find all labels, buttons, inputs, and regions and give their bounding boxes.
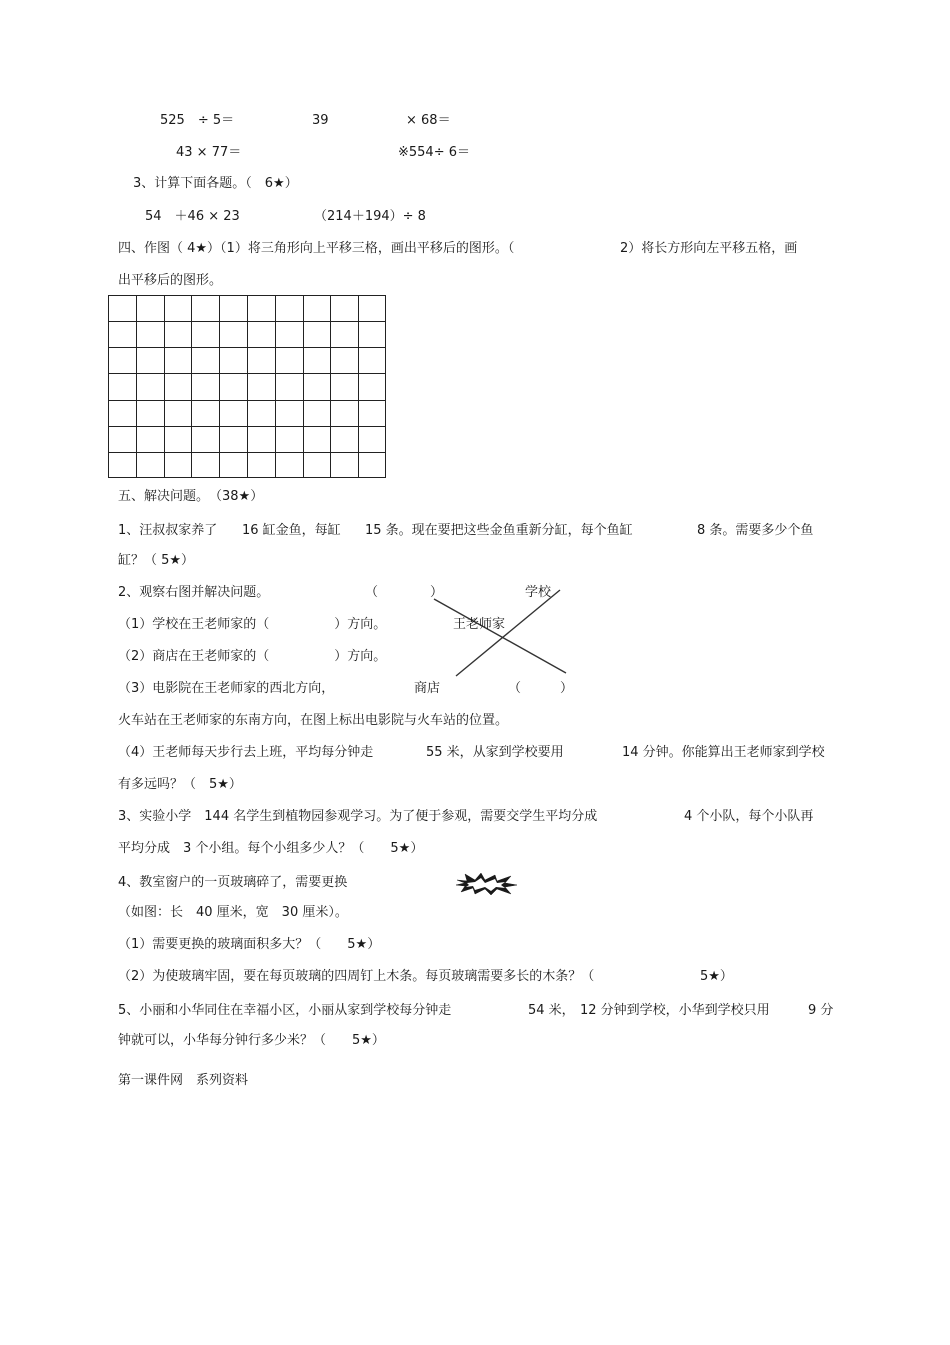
- footer-source: 第一课件网 系列资料: [118, 1073, 249, 1088]
- problem2-q4-a: （4）王老师每天步行去上班，平均每分钟走: [118, 745, 374, 760]
- calc-expr-2-left: 39: [312, 113, 329, 128]
- problem1-part-d: 8 条。需要多少个鱼: [697, 523, 814, 538]
- calc-expr-4: ※554÷ 6＝: [398, 145, 471, 160]
- problem2-q2: （2）商店在王老师家的（ ）方向。: [118, 649, 387, 664]
- problem1-part-a: 1、汪叔叔家养了: [118, 523, 218, 538]
- q3-expr-2: （214＋194）÷ 8: [314, 209, 426, 224]
- map-blank-bottom: （ ）: [508, 681, 574, 696]
- problem1-part-b: 16 缸金鱼，每缸: [242, 523, 341, 538]
- problem4-q1: （1）需要更换的玻璃面积多大？（ 5★）: [118, 937, 381, 952]
- problem3-line2: 平均分成 3 个小组。每个小组多少人？（ 5★）: [118, 841, 424, 856]
- problem1-part-c: 15 条。现在要把这些金鱼重新分缸，每个鱼缸: [365, 523, 633, 538]
- drawing-grid: [108, 295, 386, 478]
- map-blank-top: （ ）: [365, 585, 444, 600]
- problem2-q3: （3）电影院在王老师家的西北方向，: [118, 681, 335, 696]
- problem4-line1: 4、教室窗户的一页玻璃碎了，需要更换: [118, 875, 348, 890]
- problem2-q4-b: 55 米，从家到学校要用: [426, 745, 564, 760]
- calc-expr-1: 525 ÷ 5＝: [160, 113, 235, 128]
- problem2-q3-cont: 火车站在王老师家的东南方向，在图上标出电影院与火车站的位置。: [118, 713, 509, 728]
- broken-glass-icon: [455, 872, 519, 896]
- problem5-line2: 钟就可以，小华每分钟行多少米？（ 5★）: [118, 1033, 385, 1048]
- problem2-q4-d: 有多远吗？（ 5★）: [118, 777, 242, 792]
- map-label-school: 学校: [525, 585, 552, 600]
- problem4-q2: （2）为使玻璃牢固，要在每页玻璃的四周钉上木条。每页玻璃需要多长的木条？（: [118, 969, 595, 984]
- problem2-q1: （1）学校在王老师家的（ ）方向。: [118, 617, 387, 632]
- section4-line1: 四、作图（ 4★）（1）将三角形向上平移三格，画出平移后的图形。（: [118, 241, 515, 256]
- problem4-line2: （如图：长 40 厘米，宽 30 厘米）。: [118, 905, 348, 920]
- calc-expr-3: 43 × 77＝: [176, 145, 242, 160]
- map-label-shop: 商店: [414, 681, 441, 696]
- q3-expr-1: 54 ＋46 × 23: [145, 209, 240, 224]
- section5-title: 五、解决问题。 （38★）: [118, 489, 264, 504]
- section4-line2: 出平移后的图形。: [118, 273, 223, 288]
- problem5-part-a: 5、小丽和小华同住在幸福小区，小丽从家到学校每分钟走: [118, 1003, 452, 1018]
- problem1-line2: 缸？（ 5★）: [118, 553, 195, 568]
- problem4-q2-score: 5★）: [700, 969, 733, 984]
- problem3-line1-cont: 4 个小队，每个小队再: [684, 809, 814, 824]
- map-label-home: 王老师家: [453, 617, 506, 632]
- problem5-part-c: 12 分钟到学校，小华到学校只用: [580, 1003, 770, 1018]
- section4-line1-cont: 2）将长方形向左平移五格，画: [620, 241, 798, 256]
- problem5-part-d: 9 分: [808, 1003, 834, 1018]
- q3-title: 3、计算下面各题。（ 6★）: [133, 176, 298, 191]
- problem2-title: 2、观察右图并解决问题。: [118, 585, 270, 600]
- problem3-line1: 3、实验小学 144 名学生到植物园参观学习。为了便于参观，需要交学生平均分成: [118, 809, 598, 824]
- problem2-q4-c: 14 分钟。你能算出王老师家到学校: [622, 745, 825, 760]
- problem5-part-b: 54 米，: [528, 1003, 575, 1018]
- calc-expr-2-right: × 68＝: [406, 113, 451, 128]
